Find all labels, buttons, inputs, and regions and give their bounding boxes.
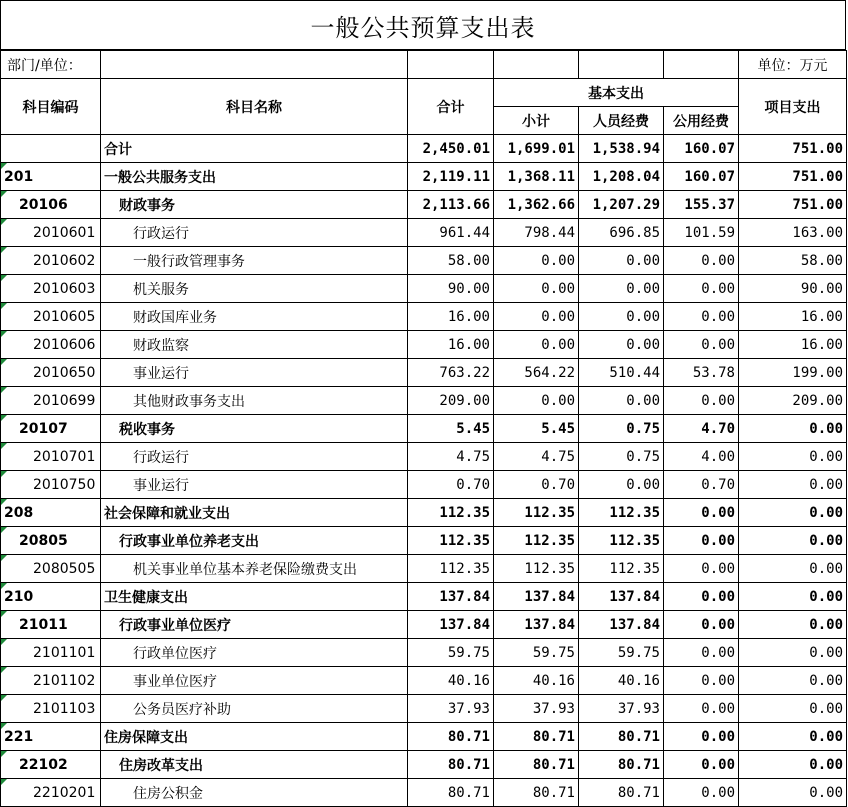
- cell-name: 一般行政管理事务: [101, 247, 408, 275]
- cell-code: 2010603: [1, 275, 101, 303]
- cell-project: 0.00: [739, 499, 847, 527]
- cell-personnel: 112.35: [579, 499, 664, 527]
- cell-personnel: 0.00: [579, 387, 664, 415]
- cell-public: 0.00: [664, 499, 739, 527]
- table-row: [1, 667, 847, 695]
- cell-subtotal: 137.84: [494, 611, 579, 639]
- cell-name: 合计: [101, 135, 408, 163]
- cell-code: 221: [1, 723, 101, 751]
- cell-project: 0.00: [739, 723, 847, 751]
- info-blank-cell: [408, 51, 494, 79]
- cell-public: 53.78: [664, 359, 739, 387]
- cell-total: 763.22: [408, 359, 494, 387]
- cell-personnel: 112.35: [579, 527, 664, 555]
- cell-name: 其他财政事务支出: [101, 387, 408, 415]
- cell-name: 住房保障支出: [101, 723, 408, 751]
- cell-name: 事业运行: [101, 471, 408, 499]
- table-row: [1, 695, 847, 723]
- cell-project: 163.00: [739, 219, 847, 247]
- cell-code: 20106: [1, 191, 101, 219]
- cell-total: 16.00: [408, 303, 494, 331]
- cell-project: 751.00: [739, 135, 847, 163]
- table-row: [1, 499, 847, 527]
- cell-name: 行政运行: [101, 443, 408, 471]
- col-header-project: 项目支出: [739, 79, 847, 135]
- cell-code: 201: [1, 163, 101, 191]
- cell-code: 20805: [1, 527, 101, 555]
- cell-name: 行政运行: [101, 219, 408, 247]
- cell-code: [1, 135, 101, 163]
- cell-subtotal: 80.71: [494, 779, 579, 807]
- info-blank-cell: [494, 51, 579, 79]
- cell-subtotal: 137.84: [494, 583, 579, 611]
- table-row: [1, 163, 847, 191]
- cell-project: 0.00: [739, 639, 847, 667]
- cell-code: 208: [1, 499, 101, 527]
- cell-personnel: 0.75: [579, 415, 664, 443]
- cell-total: 209.00: [408, 387, 494, 415]
- table-row: [1, 331, 847, 359]
- cell-subtotal: 1,699.01: [494, 135, 579, 163]
- cell-public: 0.00: [664, 751, 739, 779]
- cell-subtotal: 37.93: [494, 695, 579, 723]
- table-row: [1, 443, 847, 471]
- table-row: [1, 415, 847, 443]
- cell-project: 0.00: [739, 443, 847, 471]
- table-row: [1, 471, 847, 499]
- cell-total: 16.00: [408, 331, 494, 359]
- table-row: [1, 275, 847, 303]
- cell-code: 20107: [1, 415, 101, 443]
- cell-subtotal: 0.00: [494, 247, 579, 275]
- cell-public: 0.00: [664, 611, 739, 639]
- cell-name: 机关服务: [101, 275, 408, 303]
- cell-code: 2010601: [1, 219, 101, 247]
- table-row: [1, 219, 847, 247]
- table-row: [1, 639, 847, 667]
- cell-total: 2,113.66: [408, 191, 494, 219]
- cell-total: 37.93: [408, 695, 494, 723]
- cell-name: 税收事务: [101, 415, 408, 443]
- cell-public: 0.00: [664, 723, 739, 751]
- cell-public: 0.00: [664, 331, 739, 359]
- cell-subtotal: 0.00: [494, 331, 579, 359]
- cell-personnel: 40.16: [579, 667, 664, 695]
- cell-personnel: 1,538.94: [579, 135, 664, 163]
- cell-code: 2080505: [1, 555, 101, 583]
- cell-subtotal: 112.35: [494, 527, 579, 555]
- table-row: [1, 191, 847, 219]
- budget-table: [0, 50, 847, 807]
- cell-project: 209.00: [739, 387, 847, 415]
- table-row: [1, 387, 847, 415]
- unit-label: 单位：万元: [739, 51, 847, 79]
- cell-project: 751.00: [739, 191, 847, 219]
- cell-subtotal: 564.22: [494, 359, 579, 387]
- cell-public: 0.00: [664, 303, 739, 331]
- cell-code: 22102: [1, 751, 101, 779]
- cell-personnel: 0.00: [579, 331, 664, 359]
- cell-personnel: 59.75: [579, 639, 664, 667]
- cell-code: 2210201: [1, 779, 101, 807]
- table-row: [1, 303, 847, 331]
- cell-public: 0.00: [664, 387, 739, 415]
- cell-personnel: 80.71: [579, 751, 664, 779]
- cell-personnel: 1,208.04: [579, 163, 664, 191]
- cell-subtotal: 1,362.66: [494, 191, 579, 219]
- cell-public: 101.59: [664, 219, 739, 247]
- cell-personnel: 37.93: [579, 695, 664, 723]
- cell-personnel: 137.84: [579, 611, 664, 639]
- cell-project: 0.00: [739, 667, 847, 695]
- cell-public: 160.07: [664, 135, 739, 163]
- cell-code: 2010699: [1, 387, 101, 415]
- info-row: [1, 51, 847, 79]
- cell-subtotal: 0.00: [494, 275, 579, 303]
- cell-subtotal: 112.35: [494, 499, 579, 527]
- cell-personnel: 80.71: [579, 779, 664, 807]
- col-header-basic: 基本支出: [494, 79, 739, 107]
- cell-personnel: 0.00: [579, 303, 664, 331]
- cell-subtotal: 80.71: [494, 751, 579, 779]
- cell-personnel: 510.44: [579, 359, 664, 387]
- cell-name: 行政事业单位医疗: [101, 611, 408, 639]
- col-header-public: 公用经费: [664, 107, 739, 135]
- cell-project: 90.00: [739, 275, 847, 303]
- cell-name: 行政单位医疗: [101, 639, 408, 667]
- cell-code: 2010606: [1, 331, 101, 359]
- cell-project: 0.00: [739, 415, 847, 443]
- cell-public: 0.00: [664, 639, 739, 667]
- cell-subtotal: 80.71: [494, 723, 579, 751]
- cell-code: 2101101: [1, 639, 101, 667]
- cell-project: 0.00: [739, 779, 847, 807]
- cell-public: 4.00: [664, 443, 739, 471]
- cell-public: 0.00: [664, 695, 739, 723]
- cell-name: 财政事务: [101, 191, 408, 219]
- table-row: [1, 359, 847, 387]
- table-row: [1, 723, 847, 751]
- cell-total: 58.00: [408, 247, 494, 275]
- cell-project: 0.00: [739, 555, 847, 583]
- cell-name: 卫生健康支出: [101, 583, 408, 611]
- cell-total: 59.75: [408, 639, 494, 667]
- cell-name: 公务员医疗补助: [101, 695, 408, 723]
- table-row: [1, 135, 847, 163]
- cell-subtotal: 798.44: [494, 219, 579, 247]
- cell-subtotal: 0.00: [494, 303, 579, 331]
- cell-personnel: 137.84: [579, 583, 664, 611]
- cell-total: 137.84: [408, 611, 494, 639]
- cell-code: 210: [1, 583, 101, 611]
- table-row: [1, 247, 847, 275]
- cell-total: 961.44: [408, 219, 494, 247]
- table-row: [1, 751, 847, 779]
- cell-total: 80.71: [408, 779, 494, 807]
- cell-subtotal: 0.00: [494, 387, 579, 415]
- cell-name: 住房公积金: [101, 779, 408, 807]
- cell-name: 财政监察: [101, 331, 408, 359]
- cell-total: 0.70: [408, 471, 494, 499]
- col-header-personnel: 人员经费: [579, 107, 664, 135]
- cell-personnel: 112.35: [579, 555, 664, 583]
- cell-project: 199.00: [739, 359, 847, 387]
- cell-total: 137.84: [408, 583, 494, 611]
- cell-name: 住房改革支出: [101, 751, 408, 779]
- cell-total: 80.71: [408, 751, 494, 779]
- info-blank-cell: [579, 51, 664, 79]
- cell-name: 机关事业单位基本养老保险缴费支出: [101, 555, 408, 583]
- dept-label: 部门/单位：: [1, 51, 101, 79]
- cell-subtotal: 4.75: [494, 443, 579, 471]
- cell-project: 16.00: [739, 303, 847, 331]
- cell-personnel: 80.71: [579, 723, 664, 751]
- cell-project: 16.00: [739, 331, 847, 359]
- cell-name: 事业单位医疗: [101, 667, 408, 695]
- cell-public: 0.00: [664, 527, 739, 555]
- cell-total: 112.35: [408, 527, 494, 555]
- cell-personnel: 0.00: [579, 247, 664, 275]
- cell-total: 40.16: [408, 667, 494, 695]
- cell-project: 0.00: [739, 695, 847, 723]
- cell-name: 事业运行: [101, 359, 408, 387]
- cell-project: 0.00: [739, 751, 847, 779]
- cell-subtotal: 5.45: [494, 415, 579, 443]
- table-row: [1, 779, 847, 807]
- cell-subtotal: 40.16: [494, 667, 579, 695]
- cell-name: 财政国库业务: [101, 303, 408, 331]
- cell-personnel: 0.75: [579, 443, 664, 471]
- cell-project: 0.00: [739, 583, 847, 611]
- cell-code: 2010750: [1, 471, 101, 499]
- cell-code: 2101103: [1, 695, 101, 723]
- col-header-code: 科目编码: [1, 79, 101, 135]
- dept-value[interactable]: [101, 51, 408, 79]
- col-header-subtotal: 小计: [494, 107, 579, 135]
- cell-public: 155.37: [664, 191, 739, 219]
- cell-project: 58.00: [739, 247, 847, 275]
- cell-code: 2010701: [1, 443, 101, 471]
- cell-public: 0.00: [664, 275, 739, 303]
- cell-total: 2,450.01: [408, 135, 494, 163]
- cell-public: 0.00: [664, 779, 739, 807]
- cell-public: 160.07: [664, 163, 739, 191]
- table-row: [1, 527, 847, 555]
- cell-total: 112.35: [408, 555, 494, 583]
- cell-personnel: 0.00: [579, 471, 664, 499]
- cell-project: 751.00: [739, 163, 847, 191]
- info-blank-cell: [664, 51, 739, 79]
- cell-total: 2,119.11: [408, 163, 494, 191]
- cell-project: 0.00: [739, 471, 847, 499]
- sheet-title: 一般公共预算支出表: [0, 0, 846, 50]
- col-header-total: 合计: [408, 79, 494, 135]
- cell-personnel: 0.00: [579, 275, 664, 303]
- cell-subtotal: 112.35: [494, 555, 579, 583]
- cell-public: 0.00: [664, 555, 739, 583]
- cell-subtotal: 1,368.11: [494, 163, 579, 191]
- cell-total: 112.35: [408, 499, 494, 527]
- cell-code: 21011: [1, 611, 101, 639]
- cell-subtotal: 0.70: [494, 471, 579, 499]
- cell-code: 2010602: [1, 247, 101, 275]
- cell-public: 4.70: [664, 415, 739, 443]
- cell-subtotal: 59.75: [494, 639, 579, 667]
- table-row: [1, 583, 847, 611]
- cell-code: 2010605: [1, 303, 101, 331]
- cell-public: 0.70: [664, 471, 739, 499]
- cell-public: 0.00: [664, 583, 739, 611]
- cell-project: 0.00: [739, 527, 847, 555]
- cell-code: 2010650: [1, 359, 101, 387]
- cell-personnel: 696.85: [579, 219, 664, 247]
- cell-public: 0.00: [664, 247, 739, 275]
- cell-public: 0.00: [664, 667, 739, 695]
- cell-total: 5.45: [408, 415, 494, 443]
- cell-name: 行政事业单位养老支出: [101, 527, 408, 555]
- header-row-1: [1, 79, 847, 107]
- cell-total: 90.00: [408, 275, 494, 303]
- cell-personnel: 1,207.29: [579, 191, 664, 219]
- table-row: [1, 555, 847, 583]
- cell-name: 一般公共服务支出: [101, 163, 408, 191]
- table-row: [1, 611, 847, 639]
- col-header-name: 科目名称: [101, 79, 408, 135]
- cell-code: 2101102: [1, 667, 101, 695]
- cell-total: 4.75: [408, 443, 494, 471]
- cell-name: 社会保障和就业支出: [101, 499, 408, 527]
- cell-total: 80.71: [408, 723, 494, 751]
- cell-project: 0.00: [739, 611, 847, 639]
